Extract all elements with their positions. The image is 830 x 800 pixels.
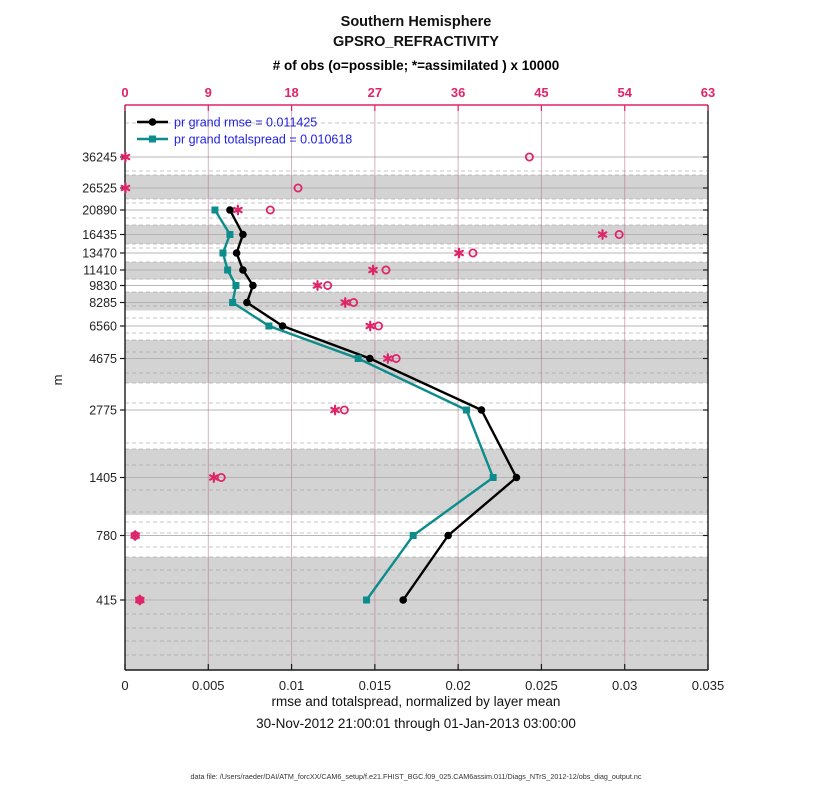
totalspread-point: [410, 532, 417, 539]
height-tick-label: 20890: [82, 203, 117, 218]
legend-label: pr grand totalspread = 0.010618: [174, 132, 353, 147]
rmse-point: [444, 532, 452, 540]
legend-sample-marker: [149, 136, 156, 143]
bottom-tick-label: 0.035: [691, 678, 725, 693]
top-tick-label: 27: [367, 85, 383, 100]
totalspread-point: [463, 407, 470, 414]
gray-band: [125, 262, 708, 280]
height-tick-label: 11410: [83, 263, 117, 278]
rmse-point: [279, 322, 287, 330]
top-tick-label: 36: [450, 85, 466, 100]
height-tick-label: 36245: [82, 150, 117, 165]
totalspread-point: [265, 323, 272, 330]
totalspread-point: [229, 299, 236, 306]
top-tick-label: 45: [534, 85, 549, 100]
timespan-label: 30-Nov-2012 21:00:01 through 01-Jan-2013 03:00:00: [256, 716, 576, 731]
height-tick-label: 6560: [89, 319, 117, 334]
height-tick-label: 1405: [89, 471, 117, 485]
top-tick-label: 63: [700, 85, 716, 100]
legend-sample-marker: [149, 118, 157, 126]
chart-title: Southern Hemisphere: [340, 14, 492, 30]
rmse-point: [243, 299, 251, 307]
totalspread-point: [224, 267, 231, 274]
rmse-point: [233, 249, 241, 257]
top-tick-label: 54: [617, 85, 632, 100]
height-tick-label: 780: [96, 529, 117, 543]
totalspread-point: [219, 250, 226, 257]
bottom-tick-label: 0.025: [525, 678, 558, 693]
totalspread-point: [226, 231, 233, 238]
rmse-point: [249, 282, 257, 290]
gray-band: [125, 292, 708, 311]
totalspread-point: [211, 207, 218, 214]
height-tick-label: 16435: [82, 228, 117, 242]
gray-bands-layer: [125, 175, 708, 670]
rmse-point: [239, 231, 247, 239]
legend-label: pr grand rmse = 0.011425: [174, 115, 318, 130]
x-axis-label: rmse and totalspread, normalized by layer mean: [271, 694, 561, 709]
height-tick-label: 4675: [89, 352, 117, 366]
rmse-point: [239, 266, 247, 274]
datafile-footer: data file: /Users/raeder/DAI/ATM_forcXX/CAM6_setup/f.e21.FHIST_BGC.f09_025.CAM6assim.011/Diags_NTrS_2012-12/obs_diag_output.nc: [190, 772, 642, 781]
legend: [137, 116, 352, 147]
bottom-tick-label: 0.005: [192, 678, 225, 693]
totalspread-point: [490, 474, 497, 481]
chart-subtitle: GPSRO_REFRACTIVITY: [333, 34, 499, 50]
rmse-point: [226, 206, 234, 214]
gray-band: [125, 449, 708, 515]
bottom-tick-label: 0.01: [278, 678, 305, 693]
obs-axis-label: # of obs (o=possible; *=assimilated ) x 10000: [272, 58, 560, 73]
rmse-point: [399, 596, 407, 604]
rmse-point: [478, 406, 486, 414]
totalspread-point: [355, 355, 362, 362]
gray-band: [125, 175, 708, 199]
top-tick-label: 0: [121, 85, 129, 100]
top-tick-label: 18: [284, 85, 299, 100]
height-tick-label: 9830: [89, 279, 117, 293]
gray-band: [125, 557, 708, 670]
height-tick-label: 415: [96, 593, 117, 608]
totalspread-point: [232, 282, 239, 289]
totalspread-point: [363, 597, 370, 604]
y-axis-label: m: [50, 374, 65, 386]
gray-band: [125, 340, 708, 383]
height-tick-label: 26525: [82, 181, 117, 196]
bottom-tick-label: 0.015: [358, 678, 392, 693]
bottom-tick-label: 0.02: [445, 678, 471, 693]
top-tick-label: 9: [204, 85, 212, 100]
height-tick-label: 2775: [89, 403, 117, 418]
bottom-tick-label: 0: [121, 678, 129, 693]
height-tick-label: 8285: [89, 296, 117, 310]
rmse-point: [513, 474, 521, 482]
height-tick-label: 13470: [82, 246, 117, 261]
bottom-tick-label: 0.03: [612, 678, 638, 693]
rmse-point: [366, 355, 374, 363]
